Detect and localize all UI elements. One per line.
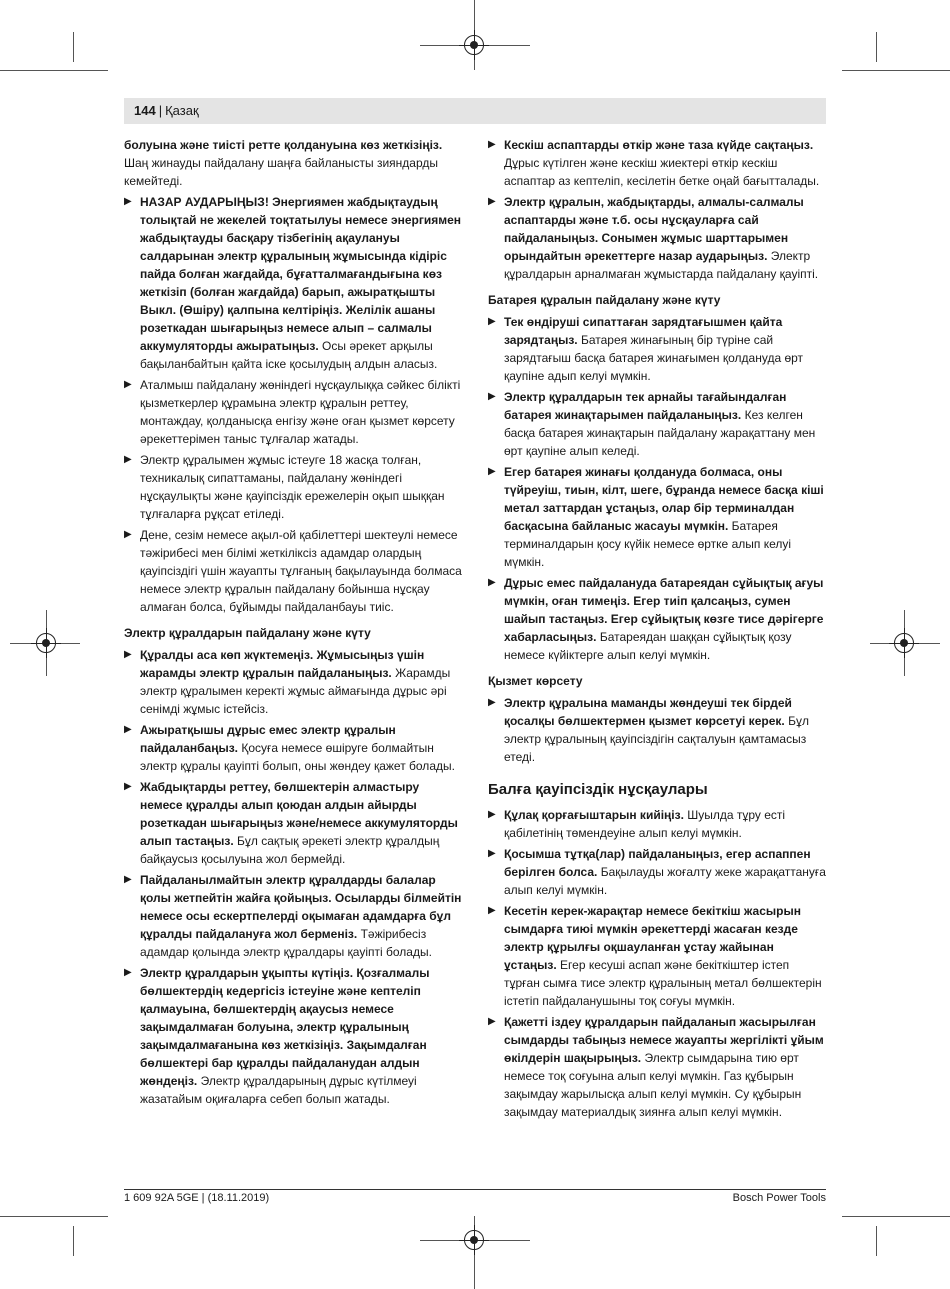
list-item [488,902,828,1010]
crop-mark [842,1216,950,1217]
bullet-arrow-icon: ▶ [124,196,132,207]
registration-mark-icon [894,633,914,653]
list-item [488,1013,828,1121]
bullet-arrow-icon: ▶ [488,848,496,859]
list-item [488,806,828,842]
registration-mark-icon [464,1230,484,1250]
header-language: Қазақ [165,103,199,118]
item-text: Электр құралымен жұмыс істеуге 18 жасқа толған, техникалық сипаттаманы, пайдалану жөніндегі нұсқаулықты және қауіпсіздік ережелерін оқып шыққан тұлғаларға рұқсат етіледі. [140,453,445,521]
item-bold-text: Қажетті іздеу құралдарын пайдаланып жасырылған сымдарды табыңыз немесе жауапты жергілікті ұйым өкілдерін шақырыңыз. [504,1015,824,1065]
item-bold-text: Кескіш аспаптарды өткір және таза күйде сақтаңыз. [504,138,814,152]
bullet-arrow-icon: ▶ [488,697,496,708]
footer-doc-id: 1 609 92A 5GE | (18.11.2019) [124,1192,270,1204]
item-bold-text: Жабдықтарды реттеу, бөлшектерін алмастыру немесе құралды алып қоюдан алдын айырды розеткадан шығарыңыз және/немесе аккумуляторды алып тастаңыз. [140,780,458,848]
item-bold-text: Электр құралдарын ұқыпты күтіңіз. Қозғалмалы бөлшектердің кедергісіз істеуіне және кептеліп қалмауына, бөлшектердің ақаусыз немесе зақымдалмаған болуына, электр құралының зақымдалмағанына көз жеткізіңіз. Зақымдалған бөлшектері бар құралды пайдаланудан алдын жөндеңіз. [140,966,430,1088]
item-text: Электр құралдарын арналмаған жұмыстарда пайдалану қауіпті. [504,249,819,281]
subheading-service: Қызмет көрсету [488,674,583,688]
crop-mark [842,70,950,71]
item-text: Бұл сақтық әрекеті электр құралдың байқаусыз қосылуына жол бермейді. [140,834,440,866]
footer-divider [124,1189,826,1190]
subheading-battery: Батарея құралын пайдалану және күту [488,293,721,307]
item-bold-text: Пайдаланылмайтын электр құралдарды балалар қолы жетпейтін жайға қойыңыз. Осыларды білмейтін немесе осы ескертпелерді оқымаған адамдарға бұл құралды пайдалануға жол берменіз. [140,873,462,941]
right-column [488,136,828,1124]
bullet-arrow-icon: ▶ [488,316,496,327]
list-item [488,463,828,571]
intro-text: Шаң жинауды пайдалану шаңға байланысты зияндарды кемейтеді. [124,156,438,188]
item-text: Электр сымдарына тию өрт немесе тоқ соғуына алып келуі мүмкін. Газ құбырын зақымдау жарылысқа алып келуі мүмкін. Су құбырын зақымдау материалдық зиянға алып келуі мүмкін. [504,1051,802,1119]
list-item [124,778,464,868]
item-bold-text: Тек өндіруші сипаттаған зарядтағышмен қайта зарядтаңыз. [504,315,783,347]
left-list-1 [124,193,464,616]
item-bold-text: Электр құралдарын тек арнайы тағайындалған батарея жинақтарымен пайдаланыңыз. [504,390,787,422]
crop-mark [876,1226,877,1256]
list-item [488,574,828,664]
intro-bold: болуына және тиісті ретте қолдануына көз жеткізіңіз. [124,138,443,152]
item-text: Батарея жинағының бір түріне сай зарядтағыш басқа батарея жинағымен қолдануда өрт қаупіне адып келуі мүмкін. [504,333,804,383]
item-text: Осы әрекет арқылы бақыланбайтын қайта іске қосылудың алдын аласыз. [140,339,438,371]
item-text: Жарамды электр құралымен керекті жұмыс аймағында дұрыс әрі сенімді жұмыс істейсіз. [140,666,451,716]
item-bold-text: Егер батарея жинағы қолдануда болмаса, оны түйреуіш, тиын, кілт, шеге, бұранда немесе басқа кіші метал заттардан ұстаңыз, олар бір терминалдан басқасына байланыс жасауы мүмкін. [504,465,824,533]
item-text: Электр құралдарының дұрыс күтілмеуі жазатайым оқиғаларға себеп болып жатады. [140,1074,417,1106]
list-item [488,136,828,190]
left-list-2 [124,646,464,1108]
item-text: Дұрыс күтілген және кескіш жиектері өткір кескіш аспаптар аз кептеліп, кесілетін бетке оңай бағытталады. [504,156,820,188]
bullet-arrow-icon: ▶ [488,905,496,916]
crop-mark [876,32,877,62]
list-item [488,694,828,766]
header-separator: | [158,103,163,118]
bullet-arrow-icon: ▶ [124,874,132,885]
item-text: Дене, сезім немесе ақыл-ой қабілеттері шектеулі немесе тәжірибесі мен білімі жеткіліксіз адамдар олардың қауіпсіздігі үшін жауапты тұлғаның бақылауында болмаса немесе электр құралын пайдалану бойынша нұсқау алмаған болса, бұйымды пайдаланбауы тиіс. [140,528,462,614]
item-text: Тәжірибесіз адамдар қолында электр құралдары қауіпті болады. [140,927,432,959]
bullet-arrow-icon: ▶ [488,809,496,820]
list-item [124,646,464,718]
item-bold-text: Ажыратқышы дұрыс емес электр құралын пайдаланбаңыз. [140,723,396,755]
list-item [124,964,464,1108]
item-bold-text: Дұрыс емес пайдалануда батареядан сұйықтық ағуы мүмкін, оған тимеңіз. Егер тиіп қалсаңыз, сумен шайып тастаңыз. Егер сұйықтық көзге тисе дәрігерге хабарласыңыз. [504,576,824,644]
footer-brand: Bosch Power Tools [732,1192,826,1204]
page-header [124,98,826,124]
item-bold-text: Электр құралына маманды жөндеуші тек бірдей қосалқы бөлшектермен қызмет көрсетуі керек. [504,696,792,728]
item-bold-text: Құлақ қорғағыштарын кийіңіз. [504,808,684,822]
intro-paragraph [124,136,464,190]
item-bold-text: Кесетін керек-жарақтар немесе бекіткіш жасырын сымдарға тиюі мүмкін әрекеттерді жасаған кезде электр құрылғы оқшауланған ұстау жайынан ұстаңыз. [504,904,801,972]
list-item [488,193,828,283]
item-text: Батарея терминалдарын қосу күйік немесе өртке алып келуі мүмкін. [504,519,792,569]
item-text: Егер кесуші аспап және бекіткіштер істеп тұрған сымға тисе электр құралының метал бөлшектерін істетіп пайдаланушыны тоқ соғуы мүмкін. [504,958,822,1008]
item-bold-text: Құралды аса көп жүктемеңіз. Жұмысыңыз үшін жарамды электр құралын пайдаланыңыз. [140,648,425,680]
bullet-arrow-icon: ▶ [124,454,132,465]
page-number: 144 [134,103,156,118]
list-item [488,845,828,899]
item-text: Қосуға немесе өшіруге болмайтын электр құралы қауіпті болып, оны жөндеу қажет болады. [140,741,455,773]
list-item [488,313,828,385]
item-text: Бақылауды жоғалту жеке жарақаттануға алып келуі мүмкін. [504,865,826,897]
item-text: Шуылда тұру есті қабілетінің төмендеуіне алып келуі мүмкін. [504,808,786,840]
bullet-arrow-icon: ▶ [488,1016,496,1027]
registration-mark-icon [36,633,56,653]
item-text: Бұл электр құралының қауіпсіздігін сақталуын қамтамасыз етеді. [504,714,809,764]
registration-mark-icon [464,35,484,55]
list-item [124,193,464,373]
item-bold-text: Қосымша тұтқа(лар) пайдаланыңыз, егер аспаппен берілген болса. [504,847,811,879]
list-item [124,526,464,616]
bullet-arrow-icon: ▶ [124,724,132,735]
bullet-arrow-icon: ▶ [124,967,132,978]
bullet-arrow-icon: ▶ [488,139,496,150]
bullet-arrow-icon: ▶ [488,196,496,207]
bullet-arrow-icon: ▶ [488,577,496,588]
crop-mark [0,1216,108,1217]
item-bold-text: Электр құралын, жабдықтарды, алмалы-салмалы аспаптарды және т.б. осы нұсқауларға сай пайдаланыңыз. Сонымен жұмыс шарттарымен орындайтын әрекеттерге назар аударыңыз. [504,195,804,263]
list-item [124,451,464,523]
list-item [124,721,464,775]
item-text: Кез келген басқа батарея жинақтарын пайдалану жарақаттану мен өрт қаупіне алып келеді. [504,408,816,458]
crop-mark [73,32,74,62]
item-bold-text: НАЗАР АУДАРЫҢЫЗ! Энергиямен жабдықтаудың толықтай не жекелей тоқтатылуы немесе энергиямен жабдықтауды басқару тізбегінің ақаулануы салдарынан электр құралының жұмысында кідіріс пайда болған жағдайда, бұғатталмағандығына көз жеткізіп (болған жағдайда) барып, ажыратқышты Выкл. (Өшіру) қалпына келтіріңіз. Желілік ашаны розеткадан шығарыңыз немесе алып – салмалы аккумуляторды ажыратыңыз. [140,195,462,353]
bullet-arrow-icon: ▶ [124,379,132,390]
crop-mark [0,70,108,71]
subheading-power-tools: Электр құралдарын пайдалану және күту [124,626,371,640]
item-text: Аталмыш пайдалану жөніндегі нұсқаулыққа сәйкес білікті қызметкерлер құрамына электр құралын реттеу, монтаждау, қолданысқа енгізу және оған қызмет көрсету әрекеттерімен таныс тұлғалар жатады. [140,378,461,446]
list-item [124,871,464,961]
left-column [124,136,464,1111]
hammer-list [488,806,828,1121]
section-title-hammer: Балға қауіпсіздік нұсқаулары [488,781,708,798]
crop-mark [73,1226,74,1256]
bullet-arrow-icon: ▶ [124,649,132,660]
service-list [488,694,828,766]
bullet-arrow-icon: ▶ [124,781,132,792]
list-item [124,376,464,448]
item-text: Батареядан шаққан сұйықтық қозу немесе күйіктерге алып келуі мүмкін. [504,630,792,662]
bullet-arrow-icon: ▶ [488,466,496,477]
right-list-1 [488,136,828,283]
bullet-arrow-icon: ▶ [488,391,496,402]
list-item [488,388,828,460]
battery-list [488,313,828,664]
bullet-arrow-icon: ▶ [124,529,132,540]
